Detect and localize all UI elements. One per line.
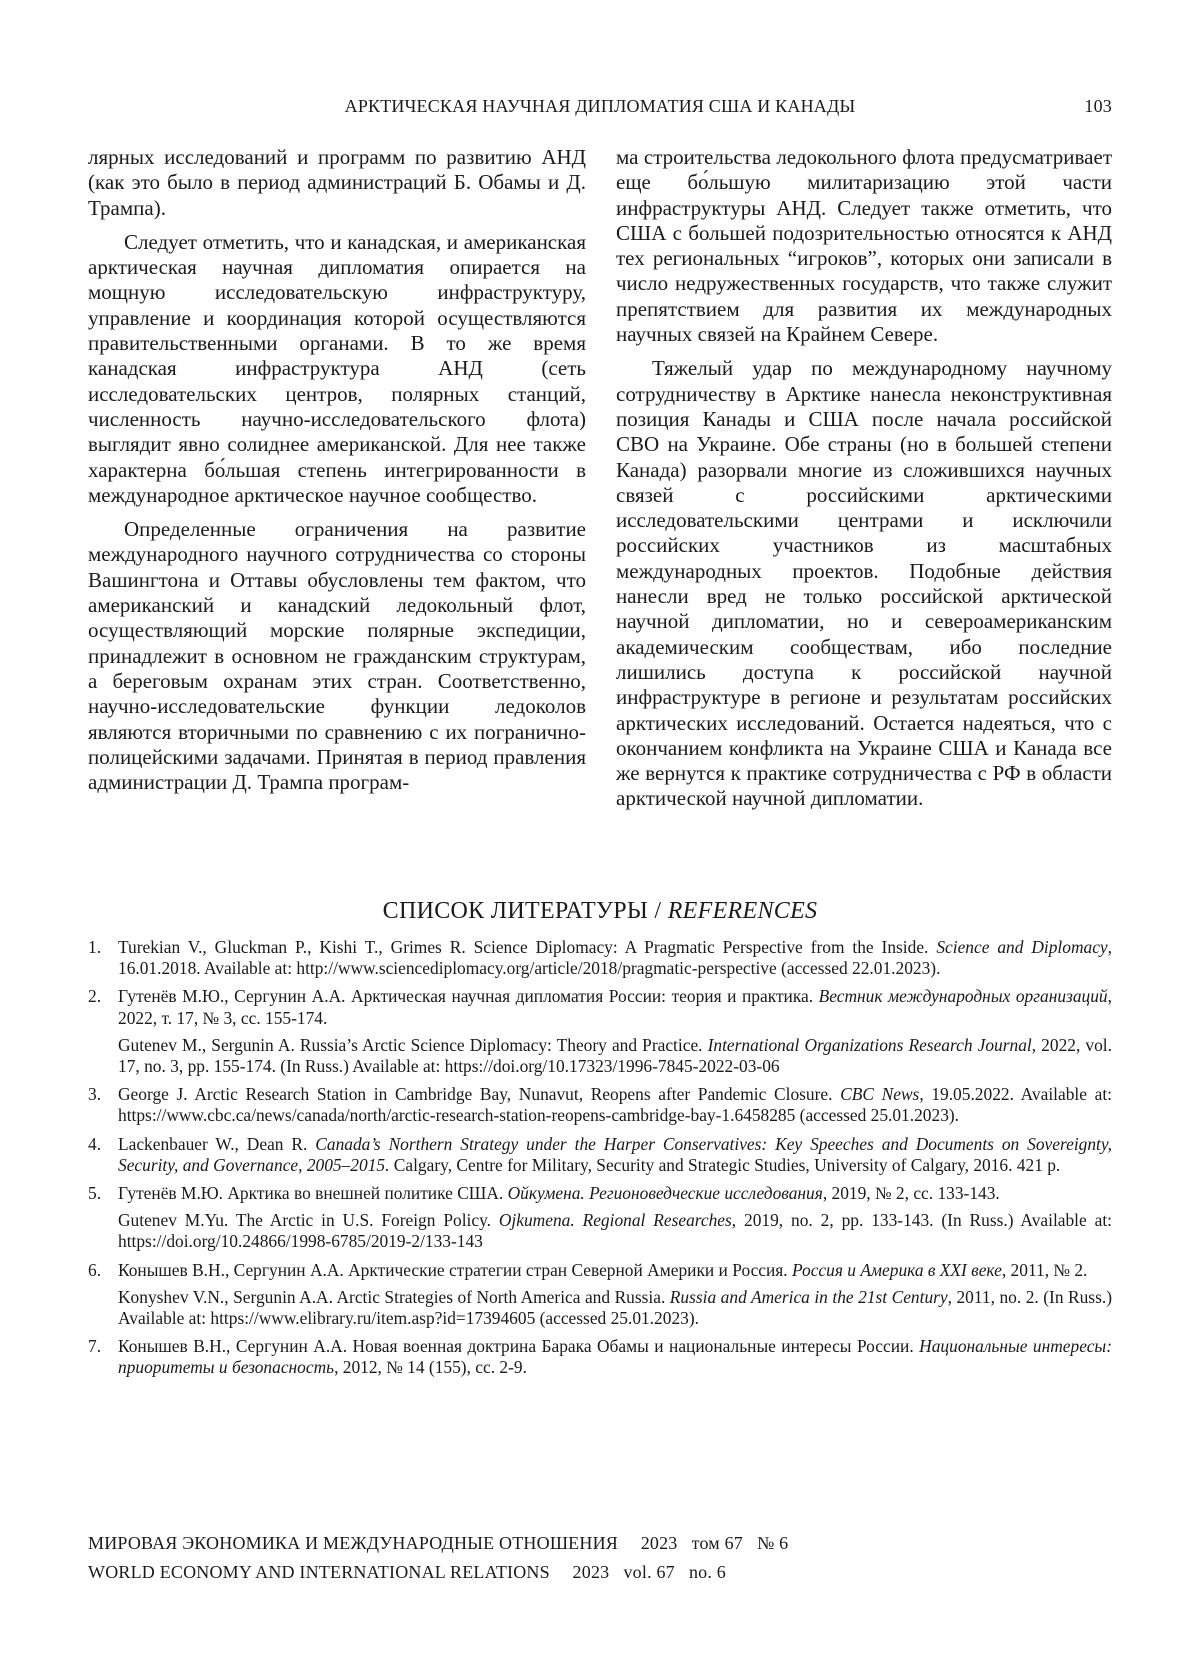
paragraph: лярных исследований и программ по развитию АНД (как это было в период администраций Б. Обамы и Д. Трампа). <box>88 145 586 220</box>
right-column <box>616 145 1112 821</box>
reference-authors-title: Lackenbauer W., Dean R. <box>118 1133 316 1154</box>
reference-details: , 16.01.2018. Available at: http://www.sciencediplomacy.org/article/2018/pragmatic-perspective (accessed 22.01.2023). <box>118 937 1113 979</box>
footer-journal-ru: МИРОВАЯ ЭКОНОМИКА И МЕЖДУНАРОДНЫЕ ОТНОШЕНИЯ <box>88 1533 618 1553</box>
reference-entry <box>118 1287 1112 1329</box>
reference-number: 2. <box>88 986 102 1007</box>
reference-details: , 2011, № 2. <box>1001 1259 1088 1280</box>
paragraph: Тяжелый удар по международному научному сотрудничеству в Арктике нанесла неконструктивная позиция Канады и США после начала российской СВО на Украине. Обе страны (но в большей степени Канада) разорвали многие из сложившихся научных связей с российскими арктическими исследовательскими центрами и исключили российских участников из масштабных международных проектов. Подобные действия нанесли вред не только российской арктической научной дипломатии, но и североамериканским академическим сообществам, ибо последние лишились доступа к российской научной инфраструктуре в регионе и результатам российских арктических исследований. Остается надеяться, что с окончанием конфликта на Украине США и Канада все же вернутся к практике сотрудничества с РФ в области арктической научной дипломатии. <box>616 356 1112 811</box>
reference-entry <box>118 1134 1112 1176</box>
paragraph: ма строительства ледокольного флота предусматривает еще бо́льшую милитаризацию этой части инфраструктуры АНД. Следует также отметить, что США с большей подозрительностью относятся к АНД тех региональных “игроков”, которых они записали в число недружественных государств, что также служит препятствием для развития их международных научных связей на Крайнем Севере. <box>616 145 1112 347</box>
reference-list <box>88 937 1112 1386</box>
reference-number: 6. <box>88 1259 102 1280</box>
footer-volume-en: vol. 67 <box>623 1562 675 1582</box>
footer-line-ru <box>88 1529 1112 1558</box>
reference-details: , 19.05.2022. Available at: https://www.cbc.ca/news/canada/north/arctic-research-station-reopens-cambridge-bay-1.6458285 (accessed 25.01.2023). <box>118 1084 1112 1126</box>
reference-item <box>88 1134 1112 1176</box>
reference-entry <box>118 1260 1112 1281</box>
reference-source: Science and Diplomacy <box>936 937 1108 957</box>
reference-authors-title: Конышев В.Н., Сергунин А.А. Новая военная доктрина Барака Обамы и национальные интересы России. <box>118 1336 920 1357</box>
reference-authors-title: Gutenev M.Yu. The Arctic in U.S. Foreign Policy. <box>118 1210 499 1231</box>
footer-year-en: 2023 <box>572 1562 610 1582</box>
reference-number: 5. <box>88 1183 102 1204</box>
reference-entry <box>118 1183 1112 1204</box>
footer-journal-en: WORLD ECONOMY AND INTERNATIONAL RELATIONS <box>88 1562 550 1582</box>
reference-details: , 2019, № 2, сс. 133-143. <box>822 1183 1000 1204</box>
reference-item <box>88 986 1112 1077</box>
reference-item <box>88 1183 1112 1253</box>
references-heading <box>88 898 1112 925</box>
footer-issue-ru: № 6 <box>757 1533 789 1553</box>
reference-authors-title: Konyshev V.N., Sergunin A.A. Arctic Strategies of North America and Russia. <box>118 1286 670 1307</box>
reference-item <box>88 1336 1112 1378</box>
reference-item <box>88 1260 1112 1330</box>
reference-entry <box>118 1210 1112 1252</box>
reference-details: , 2022, vol. 17, no. 3, pp. 155-174. (In Russ.) Available at: https://doi.org/10.17323/1996-7845-2022-03-06 <box>118 1034 1112 1077</box>
reference-number: 4. <box>88 1133 102 1154</box>
reference-details: , 2022, т. 17, № 3, сс. 155-174. <box>118 986 1112 1028</box>
reference-source: Ойкумена. Регионоведческие исследования <box>507 1183 823 1204</box>
references-heading-ru: СПИСОК ЛИТЕРАТУРЫ / <box>382 898 668 924</box>
reference-source: Russia and America in the 21st Century <box>669 1286 948 1307</box>
paragraph: Следует отметить, что и канадская, и американская арктическая научная дипломатия опирается на мощную исследовательскую инфраструктуру, управление и координация которой осуществляются правительственными органами. В то же время канадская инфраструктура АНД (сеть исследовательских центров, полярных станций, численность научно-исследовательского флота) выглядит явно солиднее американской. Для нее также характерна бо́льшая степень интегрированности в международное арктическое научное сообщество. <box>88 229 586 507</box>
reference-source: CBC News <box>840 1084 920 1105</box>
footer-year-ru: 2023 <box>640 1533 678 1553</box>
reference-source: Canada’s Northern Strategy under the Harper Conservatives: Key Speeches and Documents on Sovereignty, Security, and Governance, 2005–2015. <box>118 1133 1112 1175</box>
reference-number: 1. <box>88 937 102 957</box>
reference-source: Ojkumena. Regional Researches <box>498 1210 732 1231</box>
reference-authors-title: Turekian V., Gluckman P., Kishi T., Grimes R. Science Diplomacy: A Pragmatic Perspective from the Inside. <box>118 937 937 957</box>
paragraph: Определенные ограничения на развитие международного научного сотрудничества со стороны Вашингтона и Оттавы обусловлены тем фактом, что американский и канадский ледокольный флот, осуществляющий морские полярные экспедиции, принадлежит в основном не гражданским структурам, а береговым охранам этих стран. Соответственно, научно-исследовательские функции ледоколов являются вторичными по сравнению с их погранично-полицейскими задачами. Принятая в период правления администрации Д. Трампа програм- <box>88 517 586 795</box>
reference-details: , 2011, no. 2. (In Russ.) Available at: https://www.elibrary.ru/item.asp?id=17394605 (accessed 25.01.2023). <box>118 1286 1112 1329</box>
reference-number: 3. <box>88 1084 102 1105</box>
reference-authors-title: Gutenev M., Sergunin A. Russia’s Arctic Science Diplomacy: Theory and Practice. <box>118 1034 708 1055</box>
page-number: 103 <box>1084 96 1112 116</box>
footer-volume-ru: том 67 <box>691 1533 743 1553</box>
reference-authors-title: Гутенёв М.Ю. Арктика во внешней политике США. <box>118 1183 508 1204</box>
reference-source: Вестник международных организаций <box>818 986 1108 1007</box>
reference-authors-title: Конышев В.Н., Сергунин А.А. Арктические стратегии стран Северной Америки и Россия. <box>118 1259 793 1280</box>
reference-source: International Organizations Research Journal <box>707 1034 1032 1055</box>
journal-footer <box>88 1529 1112 1587</box>
reference-entry <box>118 937 1112 979</box>
reference-number: 7. <box>88 1336 102 1357</box>
reference-authors-title: Гутенёв М.Ю., Сергунин А.А. Арктическая научная дипломатия России: теория и практика. <box>118 986 819 1007</box>
references-heading-en: REFERENCES <box>667 898 818 924</box>
reference-details: , 2012, № 14 (155), сс. 2-9. <box>334 1357 527 1378</box>
reference-source: Национальные интересы: приоритеты и безопасность <box>118 1336 1112 1378</box>
reference-entry <box>118 1336 1112 1378</box>
footer-line-en <box>88 1558 1112 1587</box>
left-column <box>88 145 586 804</box>
reference-entry <box>118 1035 1112 1077</box>
reference-authors-title: George J. Arctic Research Station in Cambridge Bay, Nunavut, Reopens after Pandemic Closure. <box>118 1084 841 1105</box>
reference-entry <box>118 1084 1112 1126</box>
reference-entry <box>118 986 1112 1028</box>
reference-details: Calgary, Centre for Military, Security and Strategic Studies, University of Calgary, 2016. 421 p. <box>389 1154 1061 1175</box>
reference-details: , 2019, no. 2, pp. 133-143. (In Russ.) Available at: https://doi.org/10.24866/1998-6785/2019-2/133-143 <box>118 1210 1112 1252</box>
reference-item <box>88 1084 1112 1126</box>
footer-issue-en: no. 6 <box>688 1562 726 1582</box>
running-head-title: АРКТИЧЕСКАЯ НАУЧНАЯ ДИПЛОМАТИЯ США И КАНАДЫ <box>344 96 856 116</box>
reference-source: Россия и Америка в XXI веке <box>792 1259 1002 1280</box>
reference-item <box>88 937 1112 979</box>
